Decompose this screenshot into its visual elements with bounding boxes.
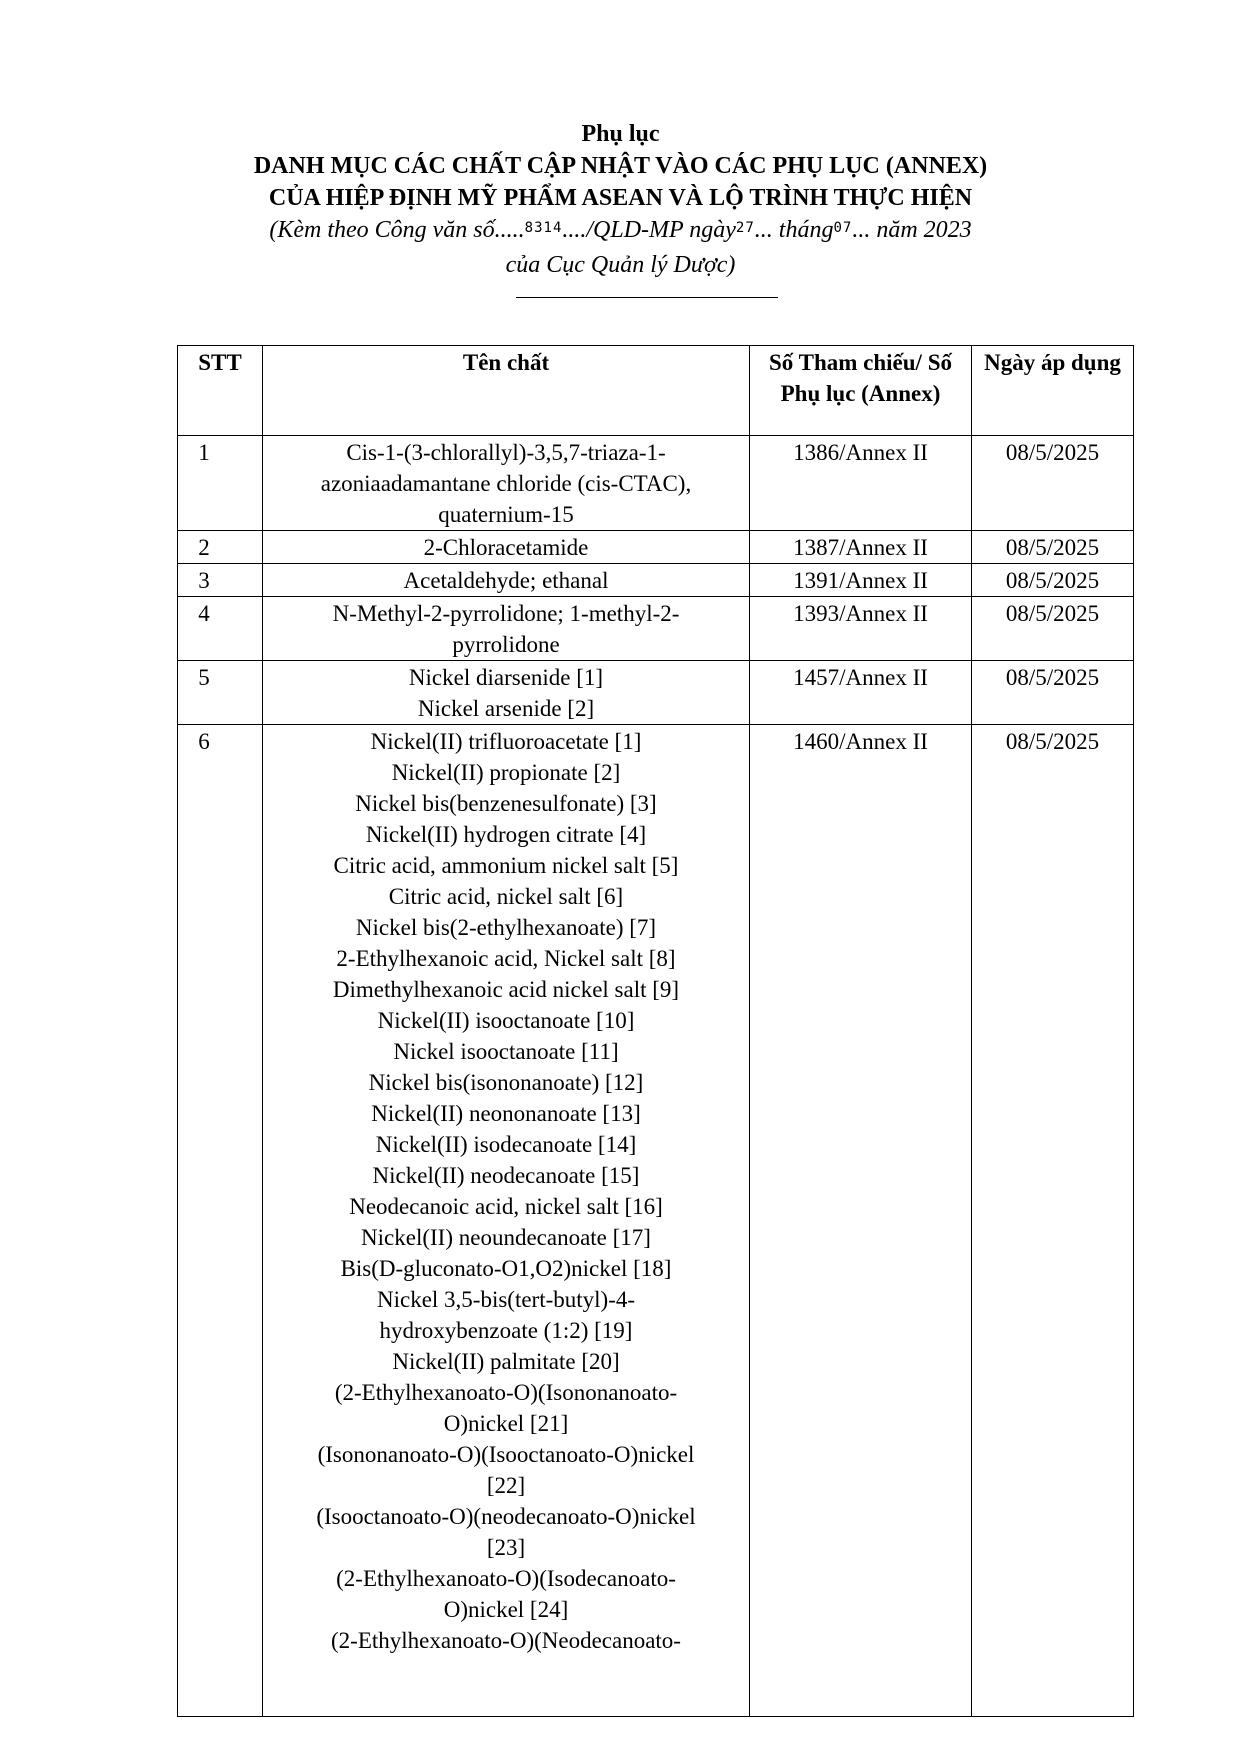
table-row (178, 531, 1134, 564)
substance-name-line: 2-Ethylhexanoic acid, Nickel salt [8] (336, 946, 676, 971)
handwritten-doc-number: 8314 (524, 220, 563, 236)
cell-substance-name (263, 597, 750, 661)
cell-substance-name (263, 564, 750, 597)
table-row (178, 661, 1134, 725)
cell-date: 08/5/2025 (972, 436, 1134, 531)
cell-date: 08/5/2025 (972, 597, 1134, 661)
substance-name-line: Cis-1-(3-chlorallyl)-3,5,7-triaza-1- (346, 440, 666, 465)
substance-name-line: Nickel(II) isooctanoate [10] (377, 1008, 635, 1033)
substance-name-line: Bis(D-gluconato-O1,O2)nickel [18] (340, 1256, 672, 1281)
substance-name-line: N-Methyl-2-pyrrolidone; 1-methyl-2- (332, 601, 680, 626)
cell-date: 08/5/2025 (972, 564, 1134, 597)
substance-name-line: Nickel isooctanoate [11] (393, 1039, 619, 1064)
table-row (178, 436, 1134, 531)
handwritten-month: 07 (833, 220, 853, 236)
header-substance-name: Tên chất (263, 346, 750, 436)
cell-stt: 1 (178, 436, 263, 531)
cell-reference: 1460/Annex II (750, 725, 972, 1717)
cell-substance-name (263, 725, 750, 1717)
cell-date: 08/5/2025 (972, 531, 1134, 564)
cell-stt: 2 (178, 531, 263, 564)
substance-name-line: 2-Chloracetamide (423, 535, 589, 560)
substance-name-line: Acetaldehyde; ethanal (403, 568, 609, 593)
attach-mid-2: ... tháng (754, 217, 834, 243)
substance-name-line: Nickel(II) hydrogen citrate [4] (365, 822, 647, 847)
table-body (178, 436, 1134, 1717)
substance-name-line: Nickel diarsenide [1] (408, 665, 604, 690)
substance-table (177, 345, 1134, 1717)
header-stt: STT (178, 346, 263, 436)
cell-substance-name (263, 661, 750, 725)
substance-name-line: Citric acid, ammonium nickel salt [5] (333, 853, 679, 878)
substance-name-line: Nickel bis(2-ethylhexanoate) [7] (355, 915, 657, 940)
cell-reference: 1393/Annex II (750, 597, 972, 661)
cell-substance-name (263, 436, 750, 531)
table-row (178, 564, 1134, 597)
attach-prefix: (Kèm theo Công văn số..... (269, 217, 525, 243)
cell-stt: 4 (178, 597, 263, 661)
header-application-date: Ngày áp dụng (972, 346, 1134, 436)
substance-name-line: pyrrolidone (452, 632, 560, 657)
substance-name-line: Nickel(II) trifluoroacetate [1] (370, 729, 642, 754)
attach-suffix: ... năm 2023 (852, 217, 972, 243)
substance-name-line: Nickel bis(isononanoate) [12] (368, 1070, 644, 1095)
attach-mid-1: ..../QLD-MP ngày (562, 217, 736, 243)
substance-name-line: Nickel arsenide [2] (417, 696, 595, 721)
substance-name-line: (2-Ethylhexanoato-O)(Neodecanoato- (331, 1628, 681, 1653)
substance-name-line: Citric acid, nickel salt [6] (388, 884, 624, 909)
substance-name-line: Nickel 3,5-bis(tert-butyl)-4- (376, 1287, 636, 1312)
appendix-subtitle-line-1: DANH MỤC CÁC CHẤT CẬP NHẬT VÀO CÁC PHỤ LỤC (ANNEX) (253, 153, 988, 179)
substance-name-line: (Isononanoato-O)(Isooctanoato-O)nickel (317, 1442, 695, 1467)
cell-reference: 1457/Annex II (750, 661, 972, 725)
cell-substance-name (263, 531, 750, 564)
cell-stt: 3 (178, 564, 263, 597)
substance-name-line: Nickel(II) isodecanoate [14] (375, 1132, 637, 1157)
substance-name-line: (Isooctanoato-O)(neodecanoato-O)nickel (316, 1504, 696, 1529)
substance-name-line: Neodecanoic acid, nickel salt [16] (349, 1194, 663, 1219)
substance-name-line: (2-Ethylhexanoato-O)(Isononanoato- (334, 1380, 678, 1405)
cell-date: 08/5/2025 (972, 661, 1134, 725)
substance-name-line: Nickel bis(benzenesulfonate) [3] (355, 791, 657, 816)
table-row (178, 725, 1134, 1717)
cell-date: 08/5/2025 (972, 725, 1134, 1717)
substance-name-line: quaternium-15 (438, 502, 574, 527)
handwritten-day: 27 (735, 220, 755, 236)
substance-name-line: Nickel(II) neononanoate [13] (371, 1101, 641, 1126)
cell-reference: 1387/Annex II (750, 531, 972, 564)
cell-reference: 1386/Annex II (750, 436, 972, 531)
appendix-subtitle-line-2: CỦA HIỆP ĐỊNH MỸ PHẨM ASEAN VÀ LỘ TRÌNH THỰC HIỆN (268, 185, 973, 211)
cell-stt: 5 (178, 661, 263, 725)
substance-name-line: Nickel(II) palmitate [20] (392, 1349, 620, 1374)
substance-name-line: O)nickel [21] (443, 1411, 569, 1436)
substance-name-line: Nickel(II) neodecanoate [15] (372, 1163, 640, 1188)
substance-name-line: (2-Ethylhexanoato-O)(Isodecanoato- (336, 1566, 676, 1591)
issuer-line: của Cục Quản lý Dược) (505, 252, 736, 278)
substance-name-line: Nickel(II) neoundecanoate [17] (361, 1225, 651, 1250)
attachment-reference (0, 214, 1241, 249)
cell-reference: 1391/Annex II (750, 564, 972, 597)
substance-name-line: Dimethylhexanoic acid nickel salt [9] (332, 977, 680, 1002)
header-reference-number: Số Tham chiếu/ Số Phụ lục (Annex) (750, 346, 972, 436)
table-row (178, 597, 1134, 661)
substance-name-line: hydroxybenzoate (1:2) [19] (379, 1318, 633, 1343)
substance-name-line: Nickel(II) propionate [2] (391, 760, 621, 785)
cell-stt: 6 (178, 725, 263, 1717)
substance-name-line: [23] (486, 1535, 526, 1560)
table-header-row (178, 346, 1134, 436)
appendix-title: Phụ lục (581, 121, 660, 147)
substance-name-line: O)nickel [24] (443, 1597, 569, 1622)
header-underline (516, 297, 778, 298)
substance-name-line: [22] (486, 1473, 526, 1498)
document-header (0, 118, 1241, 281)
substance-name-line: azoniaadamantane chloride (cis-CTAC), (320, 471, 692, 496)
